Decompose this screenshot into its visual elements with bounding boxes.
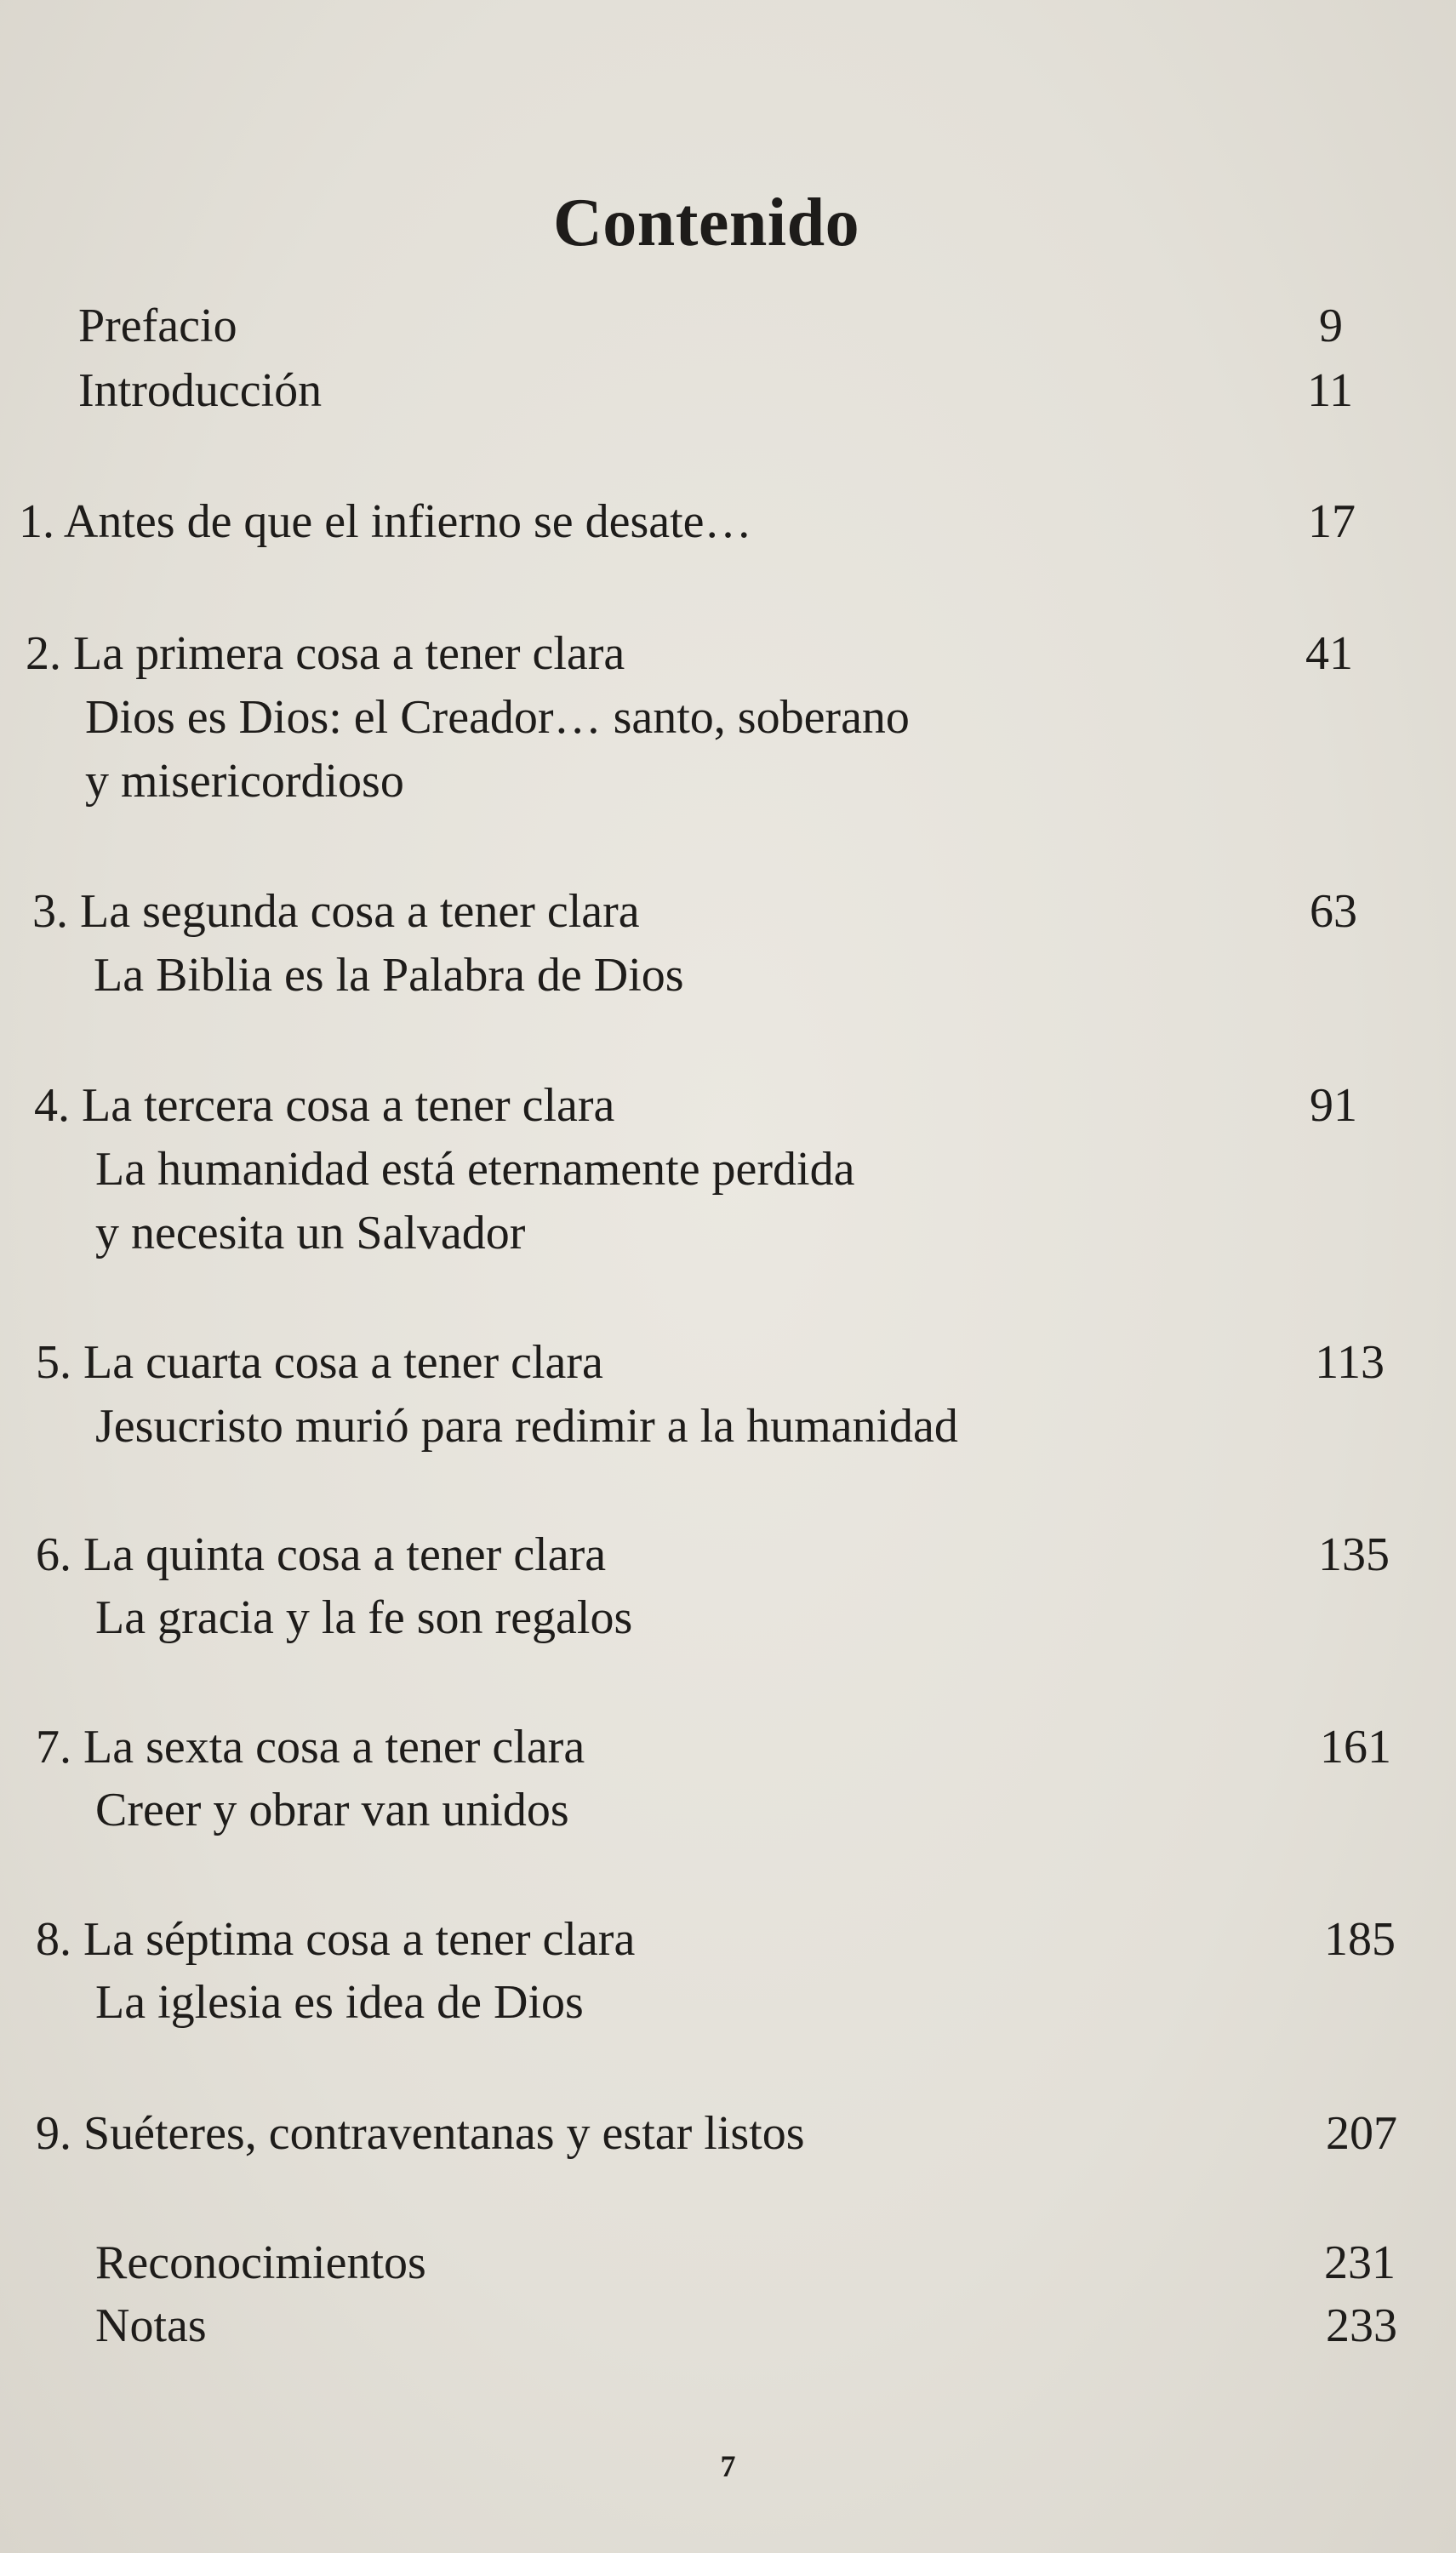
toc-entry-label: Introducción xyxy=(78,364,323,417)
chapter-number: 4. xyxy=(34,1079,70,1132)
chapter-subtitle: La humanidad está eternamente perdida xyxy=(95,1143,855,1196)
chapter-title: La sexta cosa a tener clara xyxy=(83,1721,585,1773)
chapter-subtitle: Jesucristo murió para redimir a la humanidad xyxy=(95,1400,958,1453)
toc-entry-page: 17 xyxy=(1308,495,1356,548)
chapter-number: 6. xyxy=(36,1528,71,1581)
chapter-subtitle: La Biblia es la Palabra de Dios xyxy=(94,949,684,1002)
toc-entry-page: 63 xyxy=(1310,885,1357,938)
toc-entry-page: 233 xyxy=(1326,2299,1397,2352)
toc-entry-page: 135 xyxy=(1318,1528,1390,1581)
chapter-subtitle: y misericordioso xyxy=(85,755,404,808)
chapter-title: La segunda cosa a tener clara xyxy=(80,885,640,938)
toc-entry-label: Reconocimientos xyxy=(95,2236,426,2289)
toc-entry-page: 231 xyxy=(1324,2236,1396,2289)
chapter-number: 7. xyxy=(36,1721,71,1773)
toc-entry-label: Notas xyxy=(95,2299,207,2352)
chapter-number: 5. xyxy=(36,1336,71,1389)
toc-entry-page: 11 xyxy=(1307,364,1353,417)
chapter-title: La quinta cosa a tener clara xyxy=(83,1528,607,1581)
chapter-number: 8. xyxy=(36,1913,71,1966)
chapter-subtitle: y necesita un Salvador xyxy=(95,1207,526,1259)
chapter-subtitle: La iglesia es idea de Dios xyxy=(95,1976,584,2029)
chapter-subtitle: Creer y obrar van unidos xyxy=(95,1784,569,1836)
page-title: Contenido xyxy=(552,185,860,260)
toc-entry-page: 207 xyxy=(1326,2107,1397,2160)
toc-entry-page: 91 xyxy=(1310,1079,1357,1132)
chapter-title: La cuarta cosa a tener clara xyxy=(83,1336,603,1389)
chapter-title: Antes de que el infierno se desate… xyxy=(63,495,752,548)
chapter-number: 2. xyxy=(26,627,61,680)
chapter-title: La primera cosa a tener clara xyxy=(73,627,625,680)
page-number: 7 xyxy=(720,2449,736,2483)
toc-entry-page: 41 xyxy=(1305,627,1353,680)
toc-entry-label: Prefacio xyxy=(78,300,237,352)
chapter-number: 9. xyxy=(36,2107,71,2160)
chapter-title: Suéteres, contraventanas y estar listos xyxy=(83,2107,805,2160)
toc-entry-page: 113 xyxy=(1315,1336,1385,1389)
chapter-title: La tercera cosa a tener clara xyxy=(82,1079,615,1132)
chapter-subtitle: Dios es Dios: el Creador… santo, soberano xyxy=(85,691,910,744)
chapter-number: 1. xyxy=(19,495,54,548)
chapter-number: 3. xyxy=(32,885,68,938)
toc-entry-page: 161 xyxy=(1320,1721,1391,1773)
toc-entry-page: 185 xyxy=(1324,1913,1396,1966)
toc-entry-page: 9 xyxy=(1319,300,1343,352)
chapter-subtitle: La gracia y la fe son regalos xyxy=(95,1591,633,1644)
chapter-title: La séptima cosa a tener clara xyxy=(83,1913,636,1966)
